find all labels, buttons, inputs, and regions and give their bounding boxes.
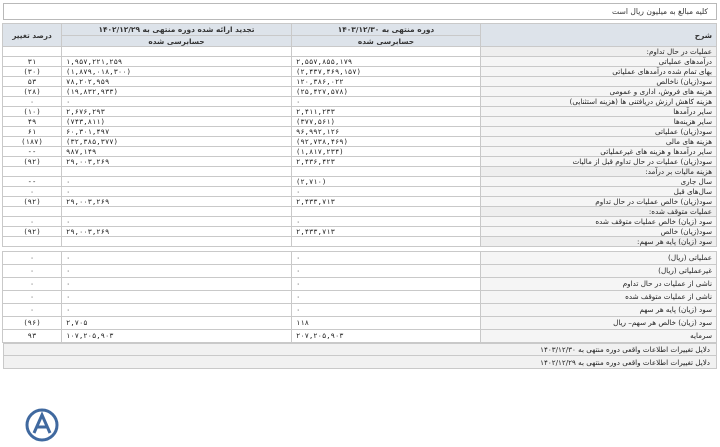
row-label: عملیاتی (ریال) (481, 252, 717, 265)
value-previous: ۰ (62, 177, 292, 187)
table-row (3, 217, 717, 227)
table-row (3, 47, 717, 57)
value-previous: ۰ (62, 217, 292, 227)
value-current: ۲۰۷,۲۰۵,۹۰۳ (292, 330, 481, 343)
row-label: بهای تمام شده درآمدهای عملیاتی (481, 67, 717, 77)
row-label: سرمایه (481, 330, 717, 343)
value-previous: (۷۴۳,۸۱۱) (62, 117, 292, 127)
table-row (3, 317, 717, 330)
table-row (3, 137, 717, 147)
value-previous: ۰ (62, 97, 292, 107)
logo-mark (34, 415, 50, 433)
note-previous-period: دلایل تغییرات اطلاعات واقعی دوره منتهی به ۱۴۰۲/۱۲/۲۹ (3, 356, 717, 369)
units-note: کلیه مبالغ به میلیون ریال است (3, 3, 717, 20)
value-previous: (۱۹,۸۳۲,۹۳۳) (62, 87, 292, 97)
row-label: سایر هزینه‌ها (481, 117, 717, 127)
value-current: ۰ (292, 187, 481, 197)
income-statement-table (2, 23, 717, 343)
value-previous: ۷۸,۲۰۲,۹۵۹ (62, 77, 292, 87)
value-current: (۲,۷۱۰) (292, 177, 481, 187)
header-period-previous: تجدید ارائه شده دوره منتهی به ۱۴۰۲/۱۲/۲۹ (62, 24, 292, 36)
value-previous: ۹۸۷,۱۴۹ (62, 147, 292, 157)
value-change: (۹۲) (3, 227, 62, 237)
row-label: هزینه های فروش، اداری و عمومی (481, 87, 717, 97)
value-previous: ۲۹,۰۰۳,۲۶۹ (62, 227, 292, 237)
row-label: سود (زیان) خالص هر سهم– ریال (481, 317, 717, 330)
table-row (3, 237, 717, 247)
value-previous: ۲۹,۰۰۳,۲۶۹ (62, 157, 292, 167)
table-row (3, 127, 717, 137)
row-label: سود(زیان) عملیاتی (481, 127, 717, 137)
value-change (3, 47, 62, 57)
value-change: ۳۱ (3, 57, 62, 67)
value-previous: ۰ (62, 278, 292, 291)
value-previous: (۱,۸۷۹,۰۱۸,۳۰۰) (62, 67, 292, 77)
value-current: ۰ (292, 278, 481, 291)
row-label: هزینه کاهش ارزش دریافتنی ها (هزینه استثنایی) (481, 97, 717, 107)
row-label: سود (زیان) پایه هر سهم: (481, 237, 717, 247)
value-previous: ۰ (62, 291, 292, 304)
value-current: ۰ (292, 97, 481, 107)
table-row (3, 278, 717, 291)
value-change: (۱۰) (3, 107, 62, 117)
value-current: ۲,۴۱۱,۲۳۳ (292, 107, 481, 117)
row-label: درآمدهای عملیاتی (481, 57, 717, 67)
brand-logo-icon (22, 407, 92, 443)
value-current: ۰ (292, 265, 481, 278)
value-current (292, 237, 481, 247)
value-current: ۲,۴۳۳,۷۱۳ (292, 197, 481, 207)
table-body-per-share (3, 252, 717, 343)
table-row (3, 57, 717, 67)
table-row (3, 265, 717, 278)
value-previous: ۱۰۷,۲۰۵,۹۰۳ (62, 330, 292, 343)
row-label: غیرعملیاتی (ریال) (481, 265, 717, 278)
value-current: ۰ (292, 217, 481, 227)
row-label: عملیات متوقف شده: (481, 207, 717, 217)
table-row (3, 304, 717, 317)
value-current: ۰ (292, 304, 481, 317)
value-previous: ۲,۷۰۵ (62, 317, 292, 330)
value-previous: ۲۹,۰۰۳,۲۶۹ (62, 197, 292, 207)
value-change: ۰ (3, 291, 62, 304)
table-header-row (3, 24, 717, 36)
row-label: ناشی از عملیات متوقف شده (481, 291, 717, 304)
value-previous: ۱,۹۵۷,۲۲۱,۲۵۹ (62, 57, 292, 67)
row-label: سال جاری (481, 177, 717, 187)
value-change: ۴۹ (3, 117, 62, 127)
value-previous: ۰ (62, 252, 292, 265)
table-row (3, 177, 717, 187)
value-previous: ۲,۶۷۶,۲۹۳ (62, 107, 292, 117)
value-change: ۹۳ (3, 330, 62, 343)
value-previous (62, 237, 292, 247)
value-current: ۰ (292, 252, 481, 265)
value-change: (۲۸) (3, 87, 62, 97)
value-current: ۲,۴۳۶,۴۲۳ (292, 157, 481, 167)
row-label: هزینه مالیات بر درآمد: (481, 167, 717, 177)
note-current-period: دلایل تغییرات اطلاعات واقعی دوره منتهی به ۱۴۰۳/۱۲/۳۰ (3, 343, 717, 356)
value-previous: ۰ (62, 187, 292, 197)
value-current: (۳۷۷,۵۶۱) (292, 117, 481, 127)
row-label: ناشی از عملیات در حال تداوم (481, 278, 717, 291)
table-body-main (3, 47, 717, 247)
row-label: سود (زیان) خالص عملیات متوقف شده (481, 217, 717, 227)
value-current: ۲,۵۵۷,۸۵۵,۱۷۹ (292, 57, 481, 67)
table-row (3, 291, 717, 304)
value-previous: (۳۲,۳۸۵,۳۷۷) (62, 137, 292, 147)
value-change (3, 237, 62, 247)
table-row (3, 107, 717, 117)
table-row (3, 87, 717, 97)
value-previous (62, 207, 292, 217)
table-row (3, 197, 717, 207)
notes-section (3, 343, 717, 369)
value-change: -- (3, 147, 62, 157)
table-row (3, 252, 717, 265)
table-row (3, 227, 717, 237)
value-current (292, 167, 481, 177)
value-change: (۱۸۷) (3, 137, 62, 147)
value-change: ۰ (3, 278, 62, 291)
value-previous (62, 167, 292, 177)
header-description: شرح (481, 24, 717, 47)
value-current: (۲,۴۳۷,۴۶۹,۱۵۷) (292, 67, 481, 77)
value-current: ۲,۴۳۳,۷۱۳ (292, 227, 481, 237)
table-row (3, 157, 717, 167)
row-label: هزینه های مالی (481, 137, 717, 147)
value-change: (۳۰) (3, 67, 62, 77)
table-row (3, 67, 717, 77)
row-label: سود(زیان) عملیات در حال تداوم قبل از مالیات (481, 157, 717, 167)
value-current: ۰ (292, 291, 481, 304)
value-change: ۶۱ (3, 127, 62, 137)
value-current (292, 47, 481, 57)
value-current (292, 207, 481, 217)
value-change (3, 207, 62, 217)
row-label: سایر درآمدها (481, 107, 717, 117)
header-change-percent: درصد تغییر (3, 24, 62, 47)
table-row (3, 77, 717, 87)
value-change (3, 167, 62, 177)
value-previous: ۰ (62, 265, 292, 278)
row-label: عملیات در حال تداوم: (481, 47, 717, 57)
value-previous (62, 47, 292, 57)
table-row (3, 187, 717, 197)
header-audited-current: حسابرسی شده (292, 36, 481, 47)
table-row (3, 207, 717, 217)
value-change: ۰ (3, 252, 62, 265)
table-row (3, 97, 717, 107)
row-label: سود(زیان) خالص عملیات در حال تداوم (481, 197, 717, 207)
header-period-current: دوره منتهی به ۱۴۰۳/۱۲/۳۰ (292, 24, 481, 36)
value-current: ۱۲۰,۳۸۶,۰۲۲ (292, 77, 481, 87)
value-current: (۱,۸۱۷,۲۳۴) (292, 147, 481, 157)
value-change: -- (3, 177, 62, 187)
value-change: (۹۲) (3, 157, 62, 167)
value-current: ۱۱۸ (292, 317, 481, 330)
value-change: ۰ (3, 217, 62, 227)
value-change: ۰ (3, 97, 62, 107)
row-label: سال‌های قبل (481, 187, 717, 197)
header-audited-previous: حسابرسی شده (62, 36, 292, 47)
table-row (3, 167, 717, 177)
value-previous: ۶۰,۳۰۱,۴۹۷ (62, 127, 292, 137)
value-change: ۵۳ (3, 77, 62, 87)
value-current: ۹۶,۹۹۲,۱۲۶ (292, 127, 481, 137)
value-previous: ۰ (62, 304, 292, 317)
row-label: سایر درآمدها و هزینه های غیرعملیاتی (481, 147, 717, 157)
row-label: سود(زیان) خالص (481, 227, 717, 237)
value-current: (۲۵,۴۲۷,۵۷۸) (292, 87, 481, 97)
value-change: ۰ (3, 304, 62, 317)
value-change: ۰ (3, 187, 62, 197)
row-label: سود(زیان) ناخالص (481, 77, 717, 87)
row-label: سود (زیان) پایه هر سهم (481, 304, 717, 317)
value-change: ۰ (3, 265, 62, 278)
table-row (3, 330, 717, 343)
value-current: (۹۲,۷۳۸,۴۶۹) (292, 137, 481, 147)
value-change: (۹۶) (3, 317, 62, 330)
value-change: (۹۲) (3, 197, 62, 207)
table-row (3, 147, 717, 157)
table-row (3, 117, 717, 127)
